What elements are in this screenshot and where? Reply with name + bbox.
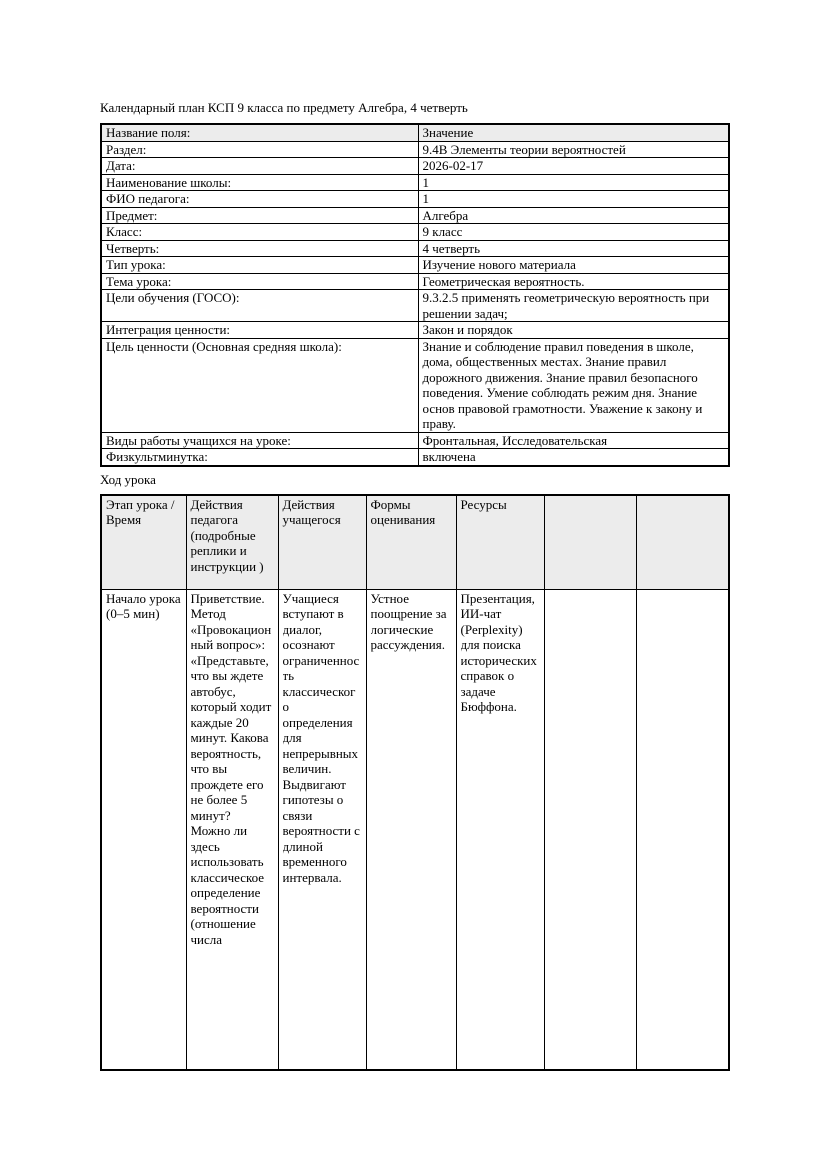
stage-text: Начало урока (0–5 мин) — [106, 590, 181, 621]
student-actions-text: Учащиеся вступают в диалог, осознают ограниченность классического определения для непрерывных величин. Выдвигают гипотезы о связи вероятности с длиной временного интервала. — [282, 590, 360, 885]
lesson-header-resources: Ресурсы — [456, 495, 544, 590]
meta-row-value: Изучение нового материала — [418, 257, 729, 274]
lesson-header-row — [101, 495, 729, 590]
lesson-cell-assessment — [366, 589, 456, 1070]
table-row — [101, 432, 729, 449]
empty-cell-text — [549, 591, 632, 1069]
table-row — [101, 207, 729, 224]
meta-row-label: Раздел: — [101, 141, 418, 158]
meta-row-value: 4 четверть — [418, 240, 729, 257]
lesson-cell-stage — [101, 589, 186, 1070]
lesson-header-empty — [544, 495, 636, 590]
table-row — [101, 449, 729, 466]
meta-row-label: Цели обучения (ГОСО): — [101, 290, 418, 322]
table-row — [101, 338, 729, 432]
meta-row-label: Дата: — [101, 158, 418, 175]
lesson-cell-teacher-actions — [186, 589, 278, 1070]
table-row — [101, 240, 729, 257]
lesson-cell-resources — [456, 589, 544, 1070]
table-row — [101, 589, 729, 1070]
meta-header-value: Значение — [418, 124, 729, 141]
meta-row-label: Наименование школы: — [101, 174, 418, 191]
meta-row-label: Класс: — [101, 224, 418, 241]
lesson-table — [100, 494, 730, 1071]
meta-table — [100, 123, 730, 467]
meta-row-label: ФИО педагога: — [101, 191, 418, 208]
resources-text: Презентация, ИИ-чат (Perplexity) для поиска исторических справок о задаче Бюффона. — [460, 590, 537, 714]
section-heading: Ход урока — [100, 471, 156, 487]
lesson-cell-empty — [544, 589, 636, 1070]
meta-row-value: 1 — [418, 191, 729, 208]
table-row — [101, 273, 729, 290]
meta-row-value: Геометрическая вероятность. — [418, 273, 729, 290]
assessment-text: Устное поощрение за логические рассуждения. — [370, 590, 447, 652]
meta-row-value: 9.3.2.5 применять геометрическую вероятность при решении задач; — [418, 290, 729, 322]
meta-row-value: 9.4B Элементы теории вероятностей — [418, 141, 729, 158]
lesson-cell-empty — [636, 589, 729, 1070]
lesson-header-stage: Этап урока / Время — [101, 495, 186, 590]
meta-row-value: Закон и порядок — [418, 322, 729, 339]
meta-row-label: Виды работы учащихся на уроке: — [101, 432, 418, 449]
lesson-header-assessment: Формы оценивания — [366, 495, 456, 590]
table-row — [101, 141, 729, 158]
meta-header-label: Название поля: — [101, 124, 418, 141]
lesson-header-student-actions: Действия учащегося — [278, 495, 366, 590]
meta-row-label: Предмет: — [101, 207, 418, 224]
meta-row-value: Знание и соблюдение правил поведения в школе, дома, общественных местах. Знание правил дорожного движения. Знание правил безопасного поведения. Умение соблюдать режим дня. Знание основ правовой грамотности. Уважение к закону и праву. — [418, 338, 729, 432]
lesson-cell-student-actions — [278, 589, 366, 1070]
table-row — [101, 290, 729, 322]
meta-row-label: Тема урока: — [101, 273, 418, 290]
meta-header-row — [101, 124, 729, 141]
meta-row-label: Тип урока: — [101, 257, 418, 274]
table-row — [101, 158, 729, 175]
meta-row-value: Фронтальная, Исследовательская — [418, 432, 729, 449]
meta-row-value: включена — [418, 449, 729, 466]
table-row — [101, 191, 729, 208]
meta-row-value: 1 — [418, 174, 729, 191]
teacher-actions-text: Приветствие. Метод «Провокационный вопрос»: «Представьте, что вы ждете автобус, который ходит каждые 20 минут. Какова вероятность, что вы прождете его не более 5 минут? Можно ли здесь использовать классическое определение вероятности (отношение числа — [190, 590, 272, 947]
meta-row-label: Цель ценности (Основная средняя школа): — [101, 338, 418, 432]
meta-row-label: Четверть: — [101, 240, 418, 257]
meta-row-label: Интеграция ценности: — [101, 322, 418, 339]
page-title: Календарный план КСП 9 класса по предмету Алгебра, 4 четверть — [100, 100, 468, 115]
table-row — [101, 257, 729, 274]
lesson-header-teacher-actions: Действия педагога (подробные реплики и инструкции ) — [186, 495, 278, 590]
meta-row-label: Физкультминутка: — [101, 449, 418, 466]
meta-row-value: 9 класс — [418, 224, 729, 241]
empty-cell-text — [641, 591, 725, 1069]
table-row — [101, 174, 729, 191]
meta-row-value: 2026-02-17 — [418, 158, 729, 175]
table-row — [101, 224, 729, 241]
table-row — [101, 322, 729, 339]
meta-row-value: Алгебра — [418, 207, 729, 224]
lesson-header-empty — [636, 495, 729, 590]
